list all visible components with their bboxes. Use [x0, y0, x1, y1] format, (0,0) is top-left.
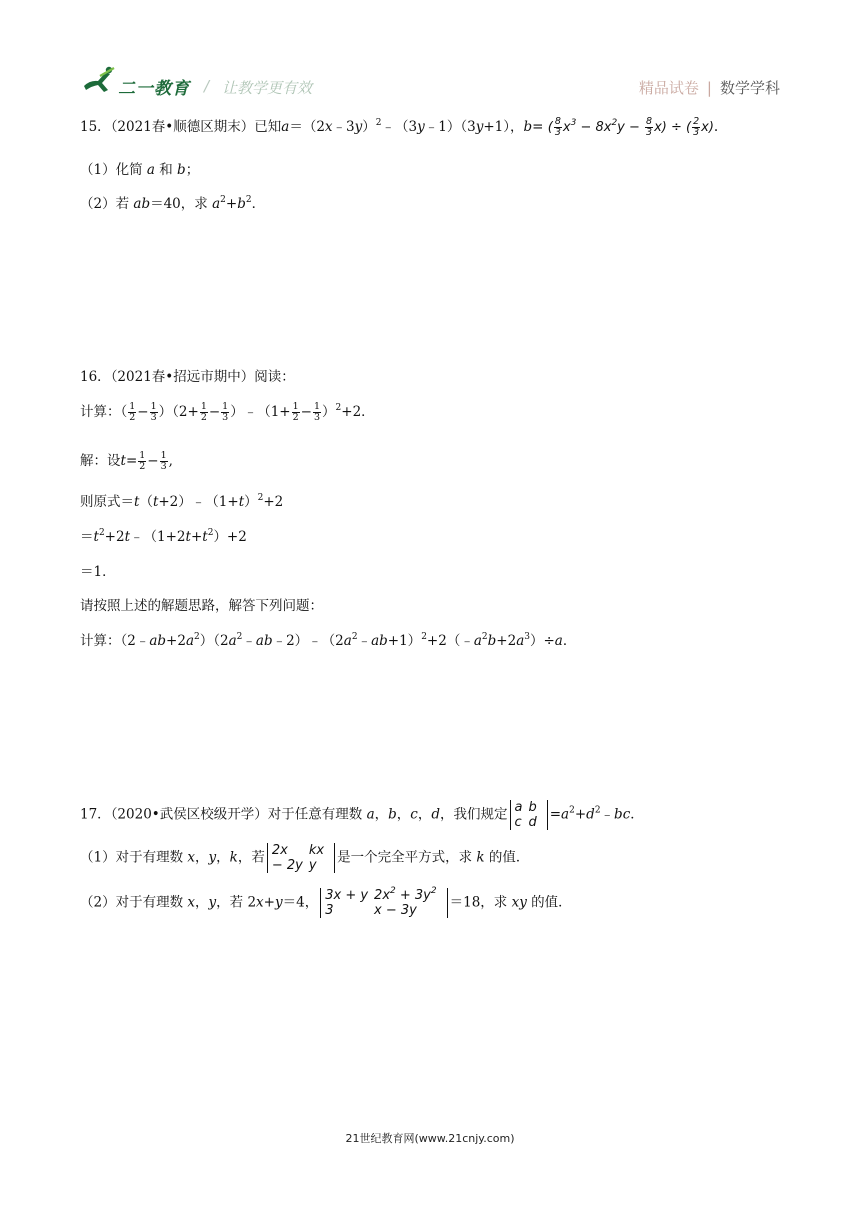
q15-source: （2021春•顺德区期末）已知 — [110, 119, 282, 135]
q15-sub2-end: ． — [251, 196, 266, 212]
q16-calc2-label: 计算： — [80, 633, 121, 649]
q17-sub1-pre: （1）对于有理数 — [80, 849, 184, 866]
q16-solution-let: 解：设t= $\frac{1}{2}$ − $\frac{1}{3}$ , — [80, 450, 173, 472]
q17-sub1-if: ，若 — [237, 849, 265, 866]
q15-sub1-and: 和 — [159, 162, 173, 178]
q17-sub2-end: 的值． — [531, 894, 572, 911]
q16-calc-example: 计算：（ $\frac{1}{2}$ − $\frac{1}{3}$ ）（2+ $\frac{1}{2}$ − $\frac{1}{3}$ ）﹣（1+ $\frac{1}{2}$ − $\frac{1}{3}$ ）$^2$+2． — [80, 401, 375, 423]
q17-sub2-if: ，若 2 — [216, 894, 257, 911]
q16-task: 计算：$(2﹣ab+2a^2)(2a^2﹣ab﹣2)﹣(2a^2﹣ab+1)^2+2(﹣a^2b+2a^3)\div a$． — [80, 632, 577, 649]
q16-then-label: 则原式＝ — [80, 494, 134, 510]
q17-sub1-determinant: 2x kx − 2y y — [267, 843, 335, 873]
q17-rule: ，我们规定 — [440, 806, 508, 823]
runner-logo-icon — [80, 66, 118, 94]
q16-solve-label: 解：设 — [80, 453, 121, 469]
q16-eq1: ＝1． — [80, 564, 116, 580]
slogan-slash: / — [204, 77, 210, 95]
header-label-subject: 数学学科 — [719, 79, 780, 97]
q17-sub2-determinant: 3x + y $2x^2 + 3y^2$ 3 x − 3y — [320, 888, 447, 918]
q17-number: 17． — [80, 806, 111, 823]
q17-stem: 17．（2020•武侯区校级开学）对于任意有理数 a，b，c，d，我们规定 a b c d $=a^2+d^2﹣bc$． — [80, 800, 644, 830]
header-separator: | — [706, 79, 712, 97]
q17-sub2: （2）对于有理数 x，y，若 2x+y＝4， 3x + y $2x^2 + 3y^2$ 3 x − 3y ＝18，求 xy 的值． — [80, 886, 572, 918]
q16-instruction — [80, 594, 323, 614]
q15-sub1: （1）化简 a 和 b； — [80, 162, 200, 178]
q16-solution-line2: $=t^2+2t﹣(1+2t+t^2)+2$ — [80, 528, 247, 545]
slogan: 让教学更有效 — [222, 79, 313, 97]
q17-sub1: （1）对于有理数 x，y，k，若 2x kx − 2y y 是一个完全平方式，求 k 的值． — [80, 843, 530, 873]
q17-determinant-def: a b c d — [510, 800, 548, 830]
q15-number: 15． — [80, 119, 111, 135]
q16-solution-line1: 则原式$=t(t+2)﹣(1+t)^2+2$ — [80, 493, 284, 510]
q16-number: 16． — [80, 369, 111, 385]
q15-sub2-pre: （2）若 — [80, 196, 130, 212]
page-footer: 21世纪教育网(www.21cnjy.com) — [345, 1132, 515, 1145]
q15-stem: 15．（2021春•顺德区期末）已知a＝（2x﹣3y）$^2$﹣（3y﹣1）（3y+1），b= ( $\frac{8}{3}$ $x^3 - 8x^2y$ − $\frac{8}{3}$ x) ÷ ( $\frac{2}{3}$ x). — [80, 116, 719, 138]
header-right — [639, 77, 780, 98]
q17-sub1-end: 的值． — [488, 849, 530, 866]
q16-calc-label: 计算： — [80, 404, 121, 420]
q15-sub2-mid: ＝40，求 — [150, 196, 208, 212]
header-label-quality: 精品试卷 — [638, 79, 699, 97]
q16-solution-line3 — [80, 560, 116, 580]
q15-sub2: （2）若 ab＝40，求 $a^2+b^2$． — [80, 195, 266, 212]
q16-instruction-text: 请按照上述的解题思路，解答下列问题： — [80, 598, 323, 614]
q17-source: （2020•武侯区校级开学）对于任意有理数 — [110, 806, 363, 823]
q17-sub2-pre: （2）对于有理数 — [80, 894, 184, 911]
q16-source: （2021春•招远市期中）阅读： — [110, 369, 295, 385]
q16-stem — [80, 365, 295, 385]
page-header — [0, 0, 860, 110]
q15-sub1-end: ； — [185, 162, 200, 178]
q17-sub1-post: 是一个完全平方式，求 — [337, 849, 473, 866]
q15-sub1-text: （1）化简 — [80, 162, 143, 178]
logo-text: 二一教育 — [118, 79, 190, 99]
